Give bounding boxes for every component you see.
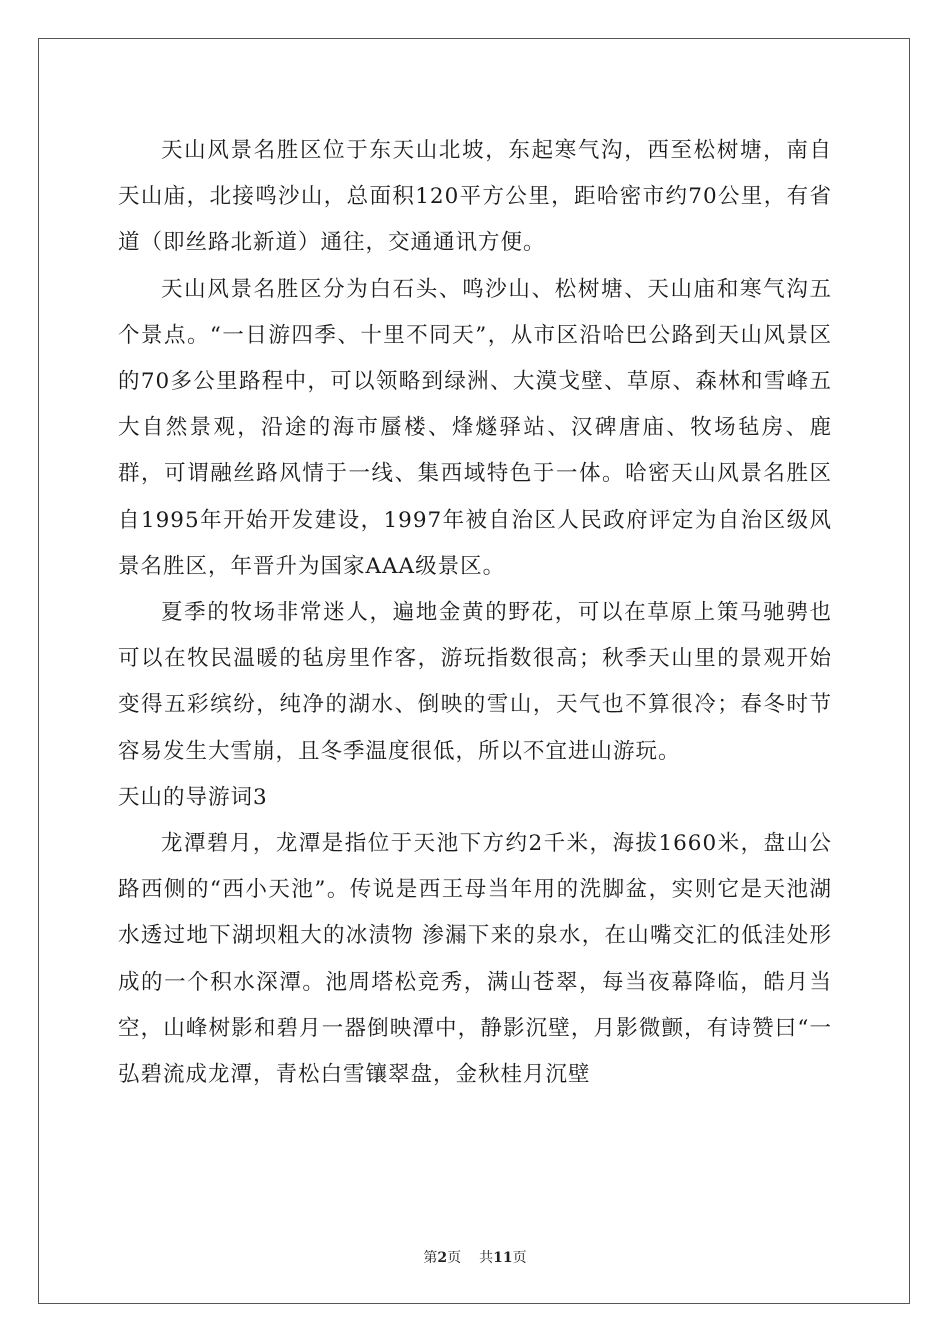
page-prefix: 第 xyxy=(423,1250,438,1266)
page-suffix: 页 xyxy=(447,1250,462,1266)
section-paragraph: 龙潭碧月，龙潭是指位于天池下方约2千米，海拔1660米，盘山公路西侧的“西小天池”。传说是西王母当年用的洗脚盆，实则它是天池湖水透过地下湖坝粗大的冰渍物 渗漏下来的泉水，在山嘴交汇的低洼处形成的一个积水深潭。池周塔松竞秀，满山苍翠，每当夜幕降临，皓月当空，山峰树影和碧月一器倒映潭中，静影沉壁，月影微颤，有诗赞曰“一弘碧流成龙潭，青松白雪镶翠盘，金秋桂月沉壁 xyxy=(118,831,832,1088)
document-body xyxy=(118,128,832,1098)
total-prefix: 共 xyxy=(479,1250,494,1266)
section-heading: 天山的导游词3 xyxy=(118,784,268,810)
paragraph-3: 夏季的牧场非常迷人，遍地金黄的野花，可以在草原上策马驰骋也可以在牧民温暖的毡房里作客，游玩指数很高；秋季天山里的景观开始变得五彩缤纷，纯净的湖水、倒映的雪山，天气也不算很冷；春冬时节容易发生大雪崩，且冬季温度很低，所以不宜进山游玩。 xyxy=(118,600,832,764)
page-footer xyxy=(0,1247,950,1267)
paragraph-1: 天山风景名胜区位于东天山北坡，东起寒气沟，西至松树塘，南自天山庙，北接鸣沙山，总面积120平方公里，距哈密市约70公里，有省道（即丝路北新道）通往，交通通讯方便。 xyxy=(118,138,832,256)
paragraph-2: 天山风景名胜区分为白石头、鸣沙山、松树塘、天山庙和寒气沟五个景点。“一日游四季、十里不同天”，从市区沿哈巴公路到天山风景区的70多公里路程中，可以领略到绿洲、大漠戈壁、草原、森林和雪峰五大自然景观，沿途的海市蜃楼、烽燧驿站、汉碑唐庙、牧场毡房、鹿群，可谓融丝路风情于一线、集西域特色于一体。哈密天山风景名胜区自1995年开始开发建设，1997年被自治区人民政府评定为自治区级风景名胜区，年晋升为国家AAA级景区。 xyxy=(118,276,832,579)
page-total: 11 xyxy=(493,1250,513,1266)
page-current: 2 xyxy=(437,1250,448,1266)
total-suffix: 页 xyxy=(512,1250,527,1266)
